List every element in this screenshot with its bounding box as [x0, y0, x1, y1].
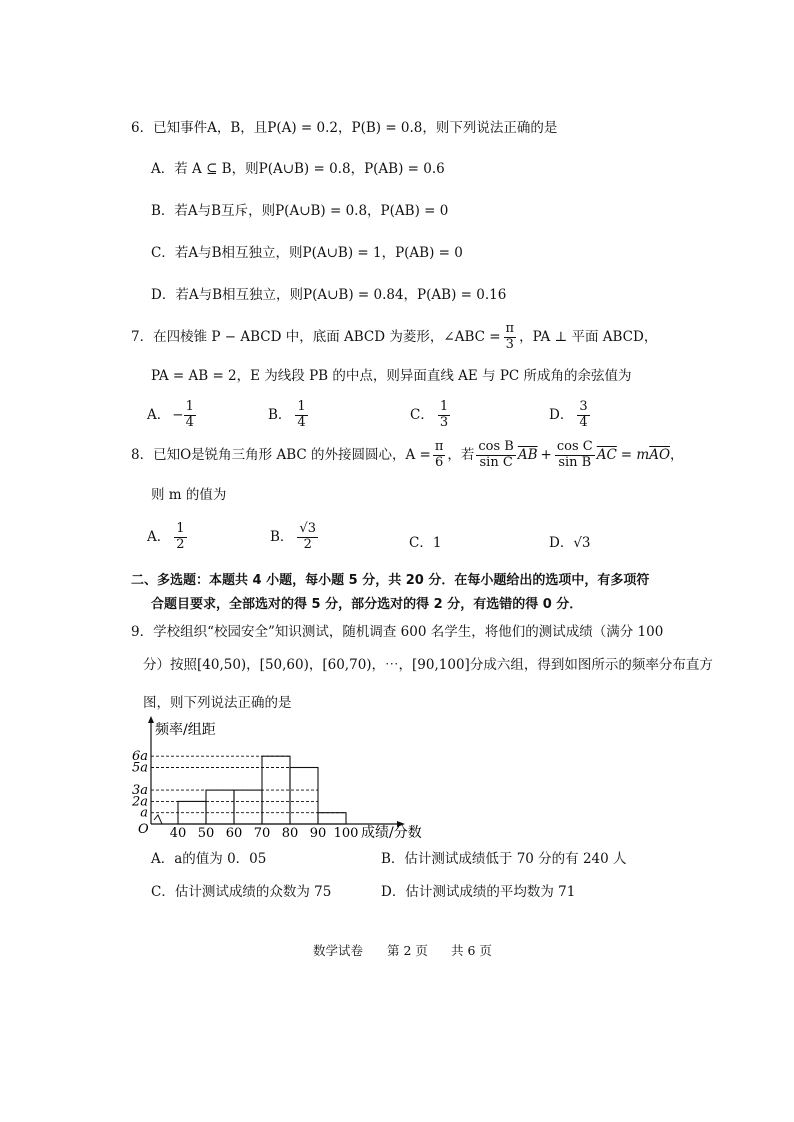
- q7-stem-part-a: 7．在四棱锥 P − ABCD 中，底面 ABCD 为菱形，∠ABC =: [131, 328, 501, 345]
- x-axis-label: 成绩/分数: [361, 825, 422, 841]
- y-tick-label: 5a: [131, 760, 148, 776]
- y-axis-arrow: [148, 716, 154, 723]
- q7-stem-part-b: ，PA ⊥ 平面 ABCD，: [519, 328, 658, 345]
- q8-equals-m: = m: [620, 446, 650, 463]
- q8-option-c: C．1: [409, 535, 442, 551]
- q7-option-a-sign: −: [172, 406, 184, 423]
- q8-angle-num: π: [434, 439, 444, 454]
- q8-option-a-label: A．: [147, 528, 171, 545]
- q8-option-b-label: B．: [270, 528, 294, 545]
- q7-option-d-num: 3: [579, 399, 588, 414]
- q8-stem-line2: 则 m 的值为: [151, 487, 227, 503]
- section2-line1: 二、多选题：本题共 4 小题，每小题 5 分，共 20 分．在每小题给出的选项中，有多项符: [131, 573, 650, 588]
- x-tick-label: 80: [281, 826, 299, 841]
- q7-option-a-num: 1: [185, 399, 194, 414]
- q9-option-d: D．估计测试成绩的平均数为 71: [381, 884, 576, 900]
- q9-line2: 分）按照[40,50)，[50,60)，[60,70)，⋯，[90,100]分成六组，得到如图所示的频率分布直方: [143, 657, 713, 673]
- q8-option-b: [270, 522, 318, 553]
- q8-fraction-1: [476, 440, 515, 471]
- histogram-bar: [234, 790, 262, 824]
- q7-option-b-label: B．: [268, 406, 292, 423]
- q7-stem-line2: PA = AB = 2，E 为线段 PB 的中点，则异面直线 AE 与 PC 所成角的余弦值为: [151, 368, 632, 384]
- x-tick-label: 90: [309, 826, 327, 841]
- q8-option-a: [147, 522, 187, 553]
- q8-stem-part-a: 8．已知O是锐角三角形 ABC 的外接圆圆心，A =: [131, 446, 431, 463]
- x-tick-label: 40: [169, 826, 187, 841]
- section2-line2: 合题目要求，全部选对的得 5 分，部分选对的得 2 分，有选错的得 0 分．: [151, 597, 583, 612]
- q8-vector-ao: $\overline{AO}$: [649, 446, 671, 463]
- q7-option-d-den: 4: [579, 414, 588, 430]
- q8-fraction-2-num: cos C: [556, 439, 593, 454]
- q8-option-a-den: 2: [176, 536, 185, 552]
- q7-option-a: [147, 400, 196, 431]
- q7-angle-num: π: [505, 321, 515, 336]
- q9-option-a: A．a的值为 0．05: [151, 851, 267, 867]
- q9-option-c: C．估计测试成绩的众数为 75: [151, 884, 332, 900]
- q8-vector-ab: $\overline{AB}$: [517, 446, 538, 463]
- q6-option-b: B．若A与B互斥，则P(A∪B) = 0.8，P(AB) = 0: [151, 203, 449, 219]
- q7-option-b: [268, 400, 308, 431]
- q7-option-c: [410, 400, 450, 431]
- q7-option-a-fraction: [184, 400, 196, 431]
- q8-angle-den: 6: [434, 454, 444, 470]
- q7-option-a-den: 4: [185, 414, 194, 430]
- q8-fraction-2-den: sin B: [558, 454, 592, 470]
- q9-line3: 图，则下列说法正确的是: [143, 695, 292, 711]
- frequency-histogram: [120, 712, 450, 842]
- y-tick-label: 2a: [131, 794, 148, 810]
- q6-option-a: A．若 A ⊆ B，则P(A∪B) = 0.8，P(AB) = 0.6: [151, 161, 445, 177]
- q8-stem-part-b: ，若: [447, 446, 475, 463]
- footer-page: 第 2 页: [387, 943, 428, 958]
- x-tick-label: 70: [253, 826, 271, 841]
- q8-option-a-fraction: [174, 522, 186, 553]
- histogram-bar: [318, 813, 346, 824]
- q7-stem-line1: [131, 322, 657, 353]
- q7-option-a-label: A．: [147, 406, 171, 423]
- footer-subject: 数学试卷: [313, 943, 364, 958]
- q7-option-b-num: 1: [297, 399, 306, 414]
- q8-option-b-num: √3: [299, 521, 316, 536]
- q6-option-d: D．若A与B相互独立，则P(A∪B) = 0.84，P(AB) = 0.16: [151, 287, 507, 303]
- q9-line1: 9．学校组织“校园安全”知识测试，随机调查 600 名学生，将他们的测试成绩（满分 100: [131, 624, 664, 640]
- y-tick-label: 3a: [131, 783, 148, 799]
- q9-option-b: B．估计测试成绩低于 70 分的有 240 人: [381, 851, 627, 867]
- q6-stem: 6．已知事件A，B，且P(A) = 0.2，P(B) = 0.8，则下列说法正确的是: [131, 120, 558, 136]
- q7-option-c-den: 3: [439, 414, 449, 430]
- q7-option-d-fraction: [577, 400, 589, 431]
- q7-option-d: [549, 400, 590, 431]
- q8-fraction-1-num: cos B: [478, 439, 514, 454]
- origin-label: O: [138, 822, 149, 837]
- x-tick-label: 50: [197, 826, 215, 841]
- histogram-bar: [290, 768, 318, 825]
- q7-option-c-num: 1: [439, 399, 449, 414]
- q7-option-c-label: C．: [410, 406, 434, 423]
- q8-angle-fraction: [433, 440, 446, 471]
- q8-option-a-num: 1: [176, 521, 185, 536]
- q7-option-b-den: 4: [297, 414, 306, 430]
- y-tick-label: a: [140, 805, 148, 821]
- q7-angle-fraction: [504, 322, 517, 353]
- histogram-bar: [206, 790, 234, 824]
- q7-angle-den: 3: [505, 336, 514, 352]
- q8-option-b-den: 2: [303, 536, 312, 552]
- q8-vector-ac: $\overline{AC}$: [596, 446, 617, 463]
- q8-fraction-1-den: sin C: [479, 454, 513, 470]
- q7-option-b-fraction: [295, 400, 307, 431]
- q8-stem-end: ，: [670, 446, 684, 463]
- q6-option-c: C．若A与B相互独立，则P(A∪B) = 1，P(AB) = 0: [151, 245, 463, 261]
- q8-plus: +: [540, 446, 552, 463]
- y-axis-label: 频率/组距: [155, 722, 216, 738]
- footer-total: 共 6 页: [451, 943, 492, 958]
- q7-option-d-label: D．: [549, 406, 574, 423]
- x-tick-label: 100: [333, 826, 359, 841]
- q8-fraction-2: [555, 440, 595, 471]
- q8-option-d: D．√3: [549, 535, 591, 551]
- q8-stem-line1: [131, 440, 684, 471]
- axis-break-mark: [154, 815, 162, 824]
- y-tick-label: 6a: [131, 749, 148, 765]
- q7-option-c-fraction: [438, 400, 450, 431]
- x-tick-label: 60: [225, 826, 243, 841]
- q8-option-b-fraction: [297, 522, 318, 553]
